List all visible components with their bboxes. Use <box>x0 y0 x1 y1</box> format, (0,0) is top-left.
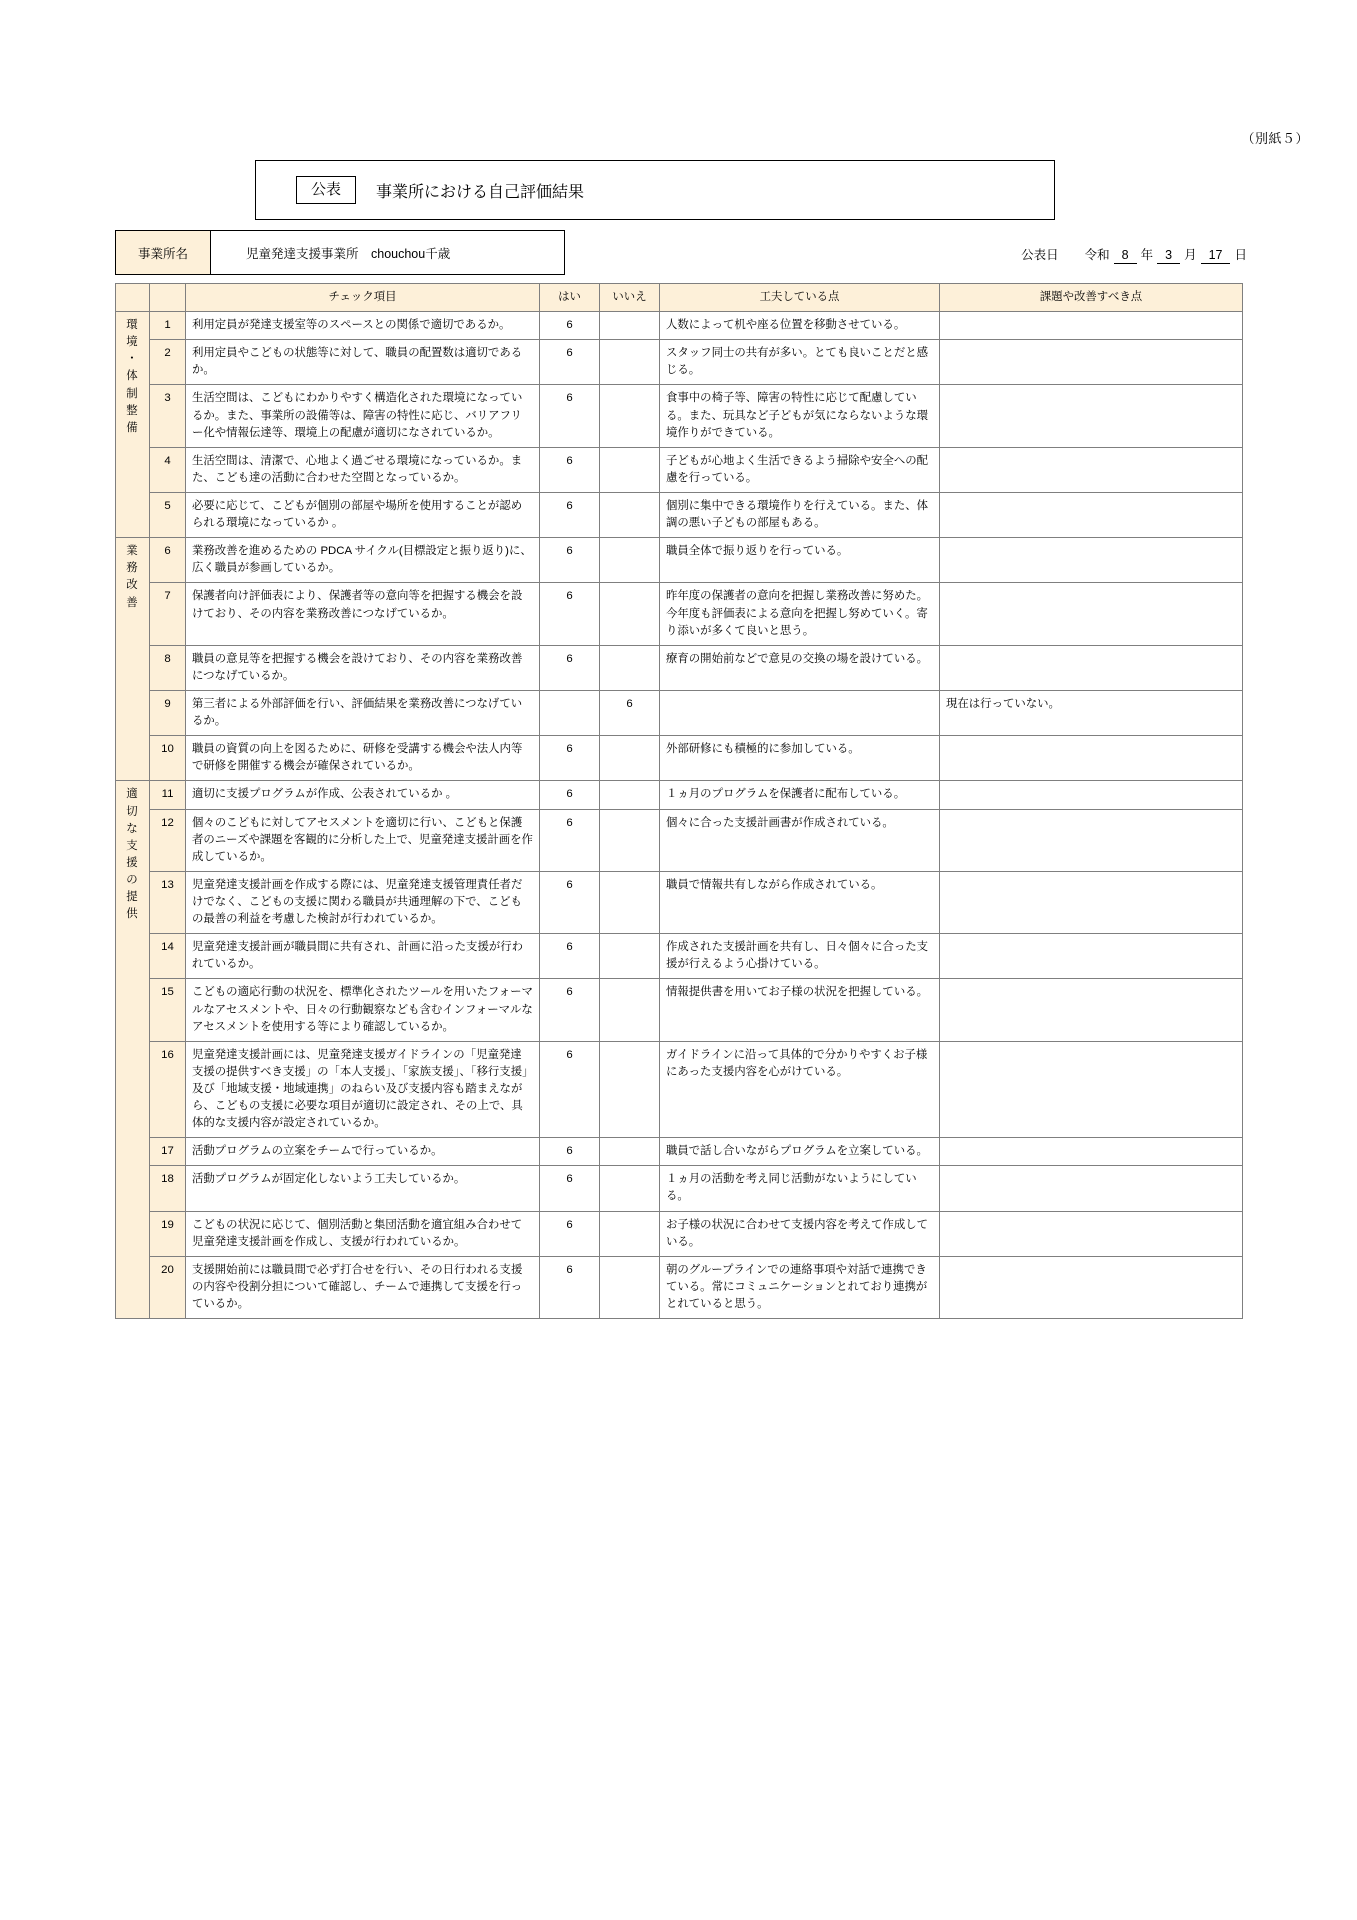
row-number: 1 <box>150 312 186 340</box>
row-number: 5 <box>150 492 186 537</box>
answer-no-count <box>600 934 660 979</box>
issues-text <box>940 934 1243 979</box>
check-item-text: 利用定員やこどもの状態等に対して、職員の配置数は適切であるか。 <box>186 340 540 385</box>
good-points-text: 職員で情報共有しながら作成されている。 <box>660 871 940 933</box>
row-number: 19 <box>150 1211 186 1256</box>
answer-yes-count: 6 <box>540 583 600 645</box>
row-number: 3 <box>150 385 186 447</box>
issues-text <box>940 1256 1243 1318</box>
office-name-value: 児童発達支援事業所 chouchou千歳 <box>246 246 451 261</box>
answer-yes-count: 6 <box>540 385 600 447</box>
row-number: 7 <box>150 583 186 645</box>
good-points-text: １ヵ月の活動を考え同じ活動がないようにしている。 <box>660 1166 940 1211</box>
issues-text <box>940 385 1243 447</box>
check-item-text: 個々のこどもに対してアセスメントを適切に行い、こどもと保護者のニーズや課題を客観的に分析した上で、児童発達支援計画を作成しているか。 <box>186 809 540 871</box>
check-item-text: 適切に支援プログラムが作成、公表されているか 。 <box>186 781 540 809</box>
good-points-text: スタッフ同士の共有が多い。とても良いことだと感じる。 <box>660 340 940 385</box>
check-item-text: 活動プログラムが固定化しないよう工夫しているか。 <box>186 1166 540 1211</box>
answer-no-count <box>600 1256 660 1318</box>
answer-yes-count: 6 <box>540 781 600 809</box>
row-number: 8 <box>150 645 186 690</box>
header-number <box>150 284 186 312</box>
row-number: 17 <box>150 1138 186 1166</box>
row-number: 4 <box>150 447 186 492</box>
answer-yes-count: 6 <box>540 312 600 340</box>
good-points-text: 外部研修にも積極的に参加している。 <box>660 736 940 781</box>
issues-text <box>940 538 1243 583</box>
answer-no-count <box>600 492 660 537</box>
good-points-text: お子様の状況に合わせて支援内容を考えて作成している。 <box>660 1211 940 1256</box>
answer-yes-count: 6 <box>540 1256 600 1318</box>
answer-yes-count <box>540 690 600 735</box>
good-points-text: 食事中の椅子等、障害の特性に応じて配慮している。また、玩具など子どもが気にならないような環境作りができている。 <box>660 385 940 447</box>
answer-yes-count: 6 <box>540 538 600 583</box>
header-issues: 課題や改善すべき点 <box>940 284 1243 312</box>
table-row <box>116 1041 1243 1138</box>
issues-text <box>940 645 1243 690</box>
answer-yes-count: 6 <box>540 1138 600 1166</box>
good-points-text: 個別に集中できる環境作りを行えている。また、体調の悪い子どもの部屋もある。 <box>660 492 940 537</box>
table-row <box>116 583 1243 645</box>
answer-no-count <box>600 312 660 340</box>
self-evaluation-table <box>115 283 1243 1319</box>
answer-no-count <box>600 583 660 645</box>
office-name-label: 事業所名 <box>116 231 211 274</box>
category-cell: 環 境 ・ 体 制 整 備 <box>116 312 150 538</box>
header-yes: はい <box>540 284 600 312</box>
title-box <box>255 160 1055 220</box>
month-value: 3 <box>1157 248 1180 264</box>
answer-yes-count: 6 <box>540 871 600 933</box>
good-points-text: ガイドラインに沿って具体的で分かりやすくお子様にあった支援内容を心がけている。 <box>660 1041 940 1138</box>
table-row <box>116 1256 1243 1318</box>
good-points-text: 作成された支援計画を共有し、日々個々に合った支援が行えるよう心掛けている。 <box>660 934 940 979</box>
table-row <box>116 979 1243 1041</box>
answer-no-count <box>600 1211 660 1256</box>
table-row <box>116 1166 1243 1211</box>
table-row <box>116 809 1243 871</box>
issues-text <box>940 979 1243 1041</box>
good-points-text: 昨年度の保護者の意向を把握し業務改善に努めた。今年度も評価表による意向を把握し努めていく。寄り添いが多くて良いと思う。 <box>660 583 940 645</box>
answer-no-count <box>600 538 660 583</box>
check-item-text: 生活空間は、清潔で、心地よく過ごせる環境になっているか。また、こども達の活動に合わせた空間となっているか。 <box>186 447 540 492</box>
row-number: 6 <box>150 538 186 583</box>
good-points-text: 療育の開始前などで意見の交換の場を設けている。 <box>660 645 940 690</box>
row-number: 15 <box>150 979 186 1041</box>
answer-yes-count: 6 <box>540 447 600 492</box>
check-item-text: 第三者による外部評価を行い、評価結果を業務改善につなげているか。 <box>186 690 540 735</box>
good-points-text: 情報提供書を用いてお子様の状況を把握している。 <box>660 979 940 1041</box>
publication-date-label: 公表日 <box>1021 248 1059 262</box>
table-row <box>116 736 1243 781</box>
table-row <box>116 538 1243 583</box>
good-points-text: 個々に合った支援計画書が作成されている。 <box>660 809 940 871</box>
issues-text <box>940 492 1243 537</box>
check-item-text: こどもの適応行動の状況を、標準化されたツールを用いたフォーマルなアセスメントや、日々の行動観察なども含むインフォーマルなアセスメントを使用する等により確認しているか。 <box>186 979 540 1041</box>
answer-yes-count: 6 <box>540 809 600 871</box>
answer-no-count <box>600 385 660 447</box>
table-row <box>116 385 1243 447</box>
answer-no-count <box>600 979 660 1041</box>
row-number: 10 <box>150 736 186 781</box>
good-points-text: 人数によって机や座る位置を移動させている。 <box>660 312 940 340</box>
header-category <box>116 284 150 312</box>
page-title: 事業所における自己評価結果 <box>376 183 585 201</box>
answer-no-count <box>600 645 660 690</box>
table-row <box>116 934 1243 979</box>
table-row <box>116 690 1243 735</box>
answer-no-count <box>600 1138 660 1166</box>
publish-badge: 公表 <box>296 176 356 204</box>
office-name-box <box>115 230 565 275</box>
header-no: いいえ <box>600 284 660 312</box>
table-row <box>116 871 1243 933</box>
table-row <box>116 492 1243 537</box>
answer-yes-count: 6 <box>540 645 600 690</box>
issues-text <box>940 312 1243 340</box>
issues-text <box>940 809 1243 871</box>
row-number: 20 <box>150 1256 186 1318</box>
category-cell: 適 切 な 支 援 の 提 供 <box>116 781 150 1319</box>
issues-text <box>940 1041 1243 1138</box>
good-points-text: 朝のグループラインでの連絡事項や対話で連携できている。常にコミュニケーションとれており連携がとれていると思う。 <box>660 1256 940 1318</box>
table-row <box>116 781 1243 809</box>
issues-text <box>940 736 1243 781</box>
table-body <box>116 312 1243 1319</box>
issues-text <box>940 447 1243 492</box>
answer-no-count <box>600 340 660 385</box>
answer-yes-count: 6 <box>540 934 600 979</box>
issues-text <box>940 583 1243 645</box>
answer-yes-count: 6 <box>540 492 600 537</box>
answer-yes-count: 6 <box>540 979 600 1041</box>
check-item-text: 職員の意見等を把握する機会を設けており、その内容を業務改善につなげているか。 <box>186 645 540 690</box>
good-points-text: 職員全体で振り返りを行っている。 <box>660 538 940 583</box>
answer-no-count <box>600 736 660 781</box>
check-item-text: 利用定員が発達支援室等のスペースとの関係で適切であるか。 <box>186 312 540 340</box>
table-row <box>116 447 1243 492</box>
publication-date <box>1021 245 1247 264</box>
good-points-text: １ヵ月のプログラムを保護者に配布している。 <box>660 781 940 809</box>
good-points-text: 子どもが心地よく生活できるよう掃除や安全への配慮を行っている。 <box>660 447 940 492</box>
header-good-points: 工夫している点 <box>660 284 940 312</box>
check-item-text: 必要に応じて、こどもが個別の部屋や場所を使用することが認められる環境になっているか 。 <box>186 492 540 537</box>
check-item-text: 保護者向け評価表により、保護者等の意向等を把握する機会を設けており、その内容を業務改善につなげているか。 <box>186 583 540 645</box>
answer-yes-count: 6 <box>540 1211 600 1256</box>
check-item-text: 職員の資質の向上を図るために、研修を受講する機会や法人内等で研修を開催する機会が確保されているか。 <box>186 736 540 781</box>
issues-text <box>940 871 1243 933</box>
table-header-row <box>116 284 1243 312</box>
answer-no-count <box>600 871 660 933</box>
row-number: 12 <box>150 809 186 871</box>
check-item-text: 支援開始前には職員間で必ず打合せを行い、その日行われる支援の内容や役割分担について確認し、チームで連携して支援を行っているか。 <box>186 1256 540 1318</box>
issues-text <box>940 781 1243 809</box>
issues-text <box>940 1211 1243 1256</box>
check-item-text: 活動プログラムの立案をチームで行っているか。 <box>186 1138 540 1166</box>
table-row <box>116 1138 1243 1166</box>
row-number: 14 <box>150 934 186 979</box>
answer-yes-count: 6 <box>540 736 600 781</box>
good-points-text: 職員で話し合いながらプログラムを立案している。 <box>660 1138 940 1166</box>
good-points-text <box>660 690 940 735</box>
check-item-text: 業務改善を進めるための PDCA サイクル(目標設定と振り返り)に、広く職員が参画しているか。 <box>186 538 540 583</box>
answer-yes-count: 6 <box>540 1166 600 1211</box>
row-number: 18 <box>150 1166 186 1211</box>
check-item-text: 生活空間は、こどもにわかりやすく構造化された環境になっているか。また、事業所の設備等は、障害の特性に応じ、バリアフリー化や情報伝達等、環境上の配慮が適切になされているか。 <box>186 385 540 447</box>
year-unit: 年 <box>1140 248 1154 262</box>
answer-yes-count: 6 <box>540 340 600 385</box>
header-check-item: チェック項目 <box>186 284 540 312</box>
answer-no-count <box>600 809 660 871</box>
check-item-text: 児童発達支援計画が職員間に共有され、計画に沿った支援が行われているか。 <box>186 934 540 979</box>
table-row <box>116 340 1243 385</box>
row-number: 2 <box>150 340 186 385</box>
attachment-note: （別紙５） <box>1241 131 1309 146</box>
answer-no-count <box>600 447 660 492</box>
issues-text: 現在は行っていない。 <box>940 690 1243 735</box>
issues-text <box>940 1138 1243 1166</box>
year-value: 8 <box>1114 248 1137 264</box>
month-unit: 月 <box>1184 248 1197 262</box>
row-number: 11 <box>150 781 186 809</box>
answer-no-count <box>600 1041 660 1138</box>
check-item-text: 児童発達支援計画を作成する際には、児童発達支援管理責任者だけでなく、こどもの支援に関わる職員が共通理解の下で、こどもの最善の利益を考慮した検討が行われているか。 <box>186 871 540 933</box>
answer-no-count: 6 <box>600 690 660 735</box>
table-row <box>116 645 1243 690</box>
row-number: 16 <box>150 1041 186 1138</box>
answer-no-count <box>600 1166 660 1211</box>
issues-text <box>940 1166 1243 1211</box>
category-cell: 業 務 改 善 <box>116 538 150 781</box>
row-number: 13 <box>150 871 186 933</box>
check-item-text: こどもの状況に応じて、個別活動と集団活動を適宜組み合わせて児童発達支援計画を作成し、支援が行われているか。 <box>186 1211 540 1256</box>
row-number: 9 <box>150 690 186 735</box>
answer-no-count <box>600 781 660 809</box>
table-row <box>116 1211 1243 1256</box>
check-item-text: 児童発達支援計画には、児童発達支援ガイドラインの「児童発達支援の提供すべき支援」の「本人支援」、「家族支援」、「移行支援」及び「地域支援・地域連携」のねらい及び支援内容も踏まえながら、こどもの支援に必要な項目が適切に設定され、その上で、具体的な支援内容が設定されているか。 <box>186 1041 540 1138</box>
era-label: 令和 <box>1084 248 1110 262</box>
table-row <box>116 312 1243 340</box>
day-value: 17 <box>1201 248 1231 264</box>
day-unit: 日 <box>1234 248 1247 262</box>
answer-yes-count: 6 <box>540 1041 600 1138</box>
issues-text <box>940 340 1243 385</box>
